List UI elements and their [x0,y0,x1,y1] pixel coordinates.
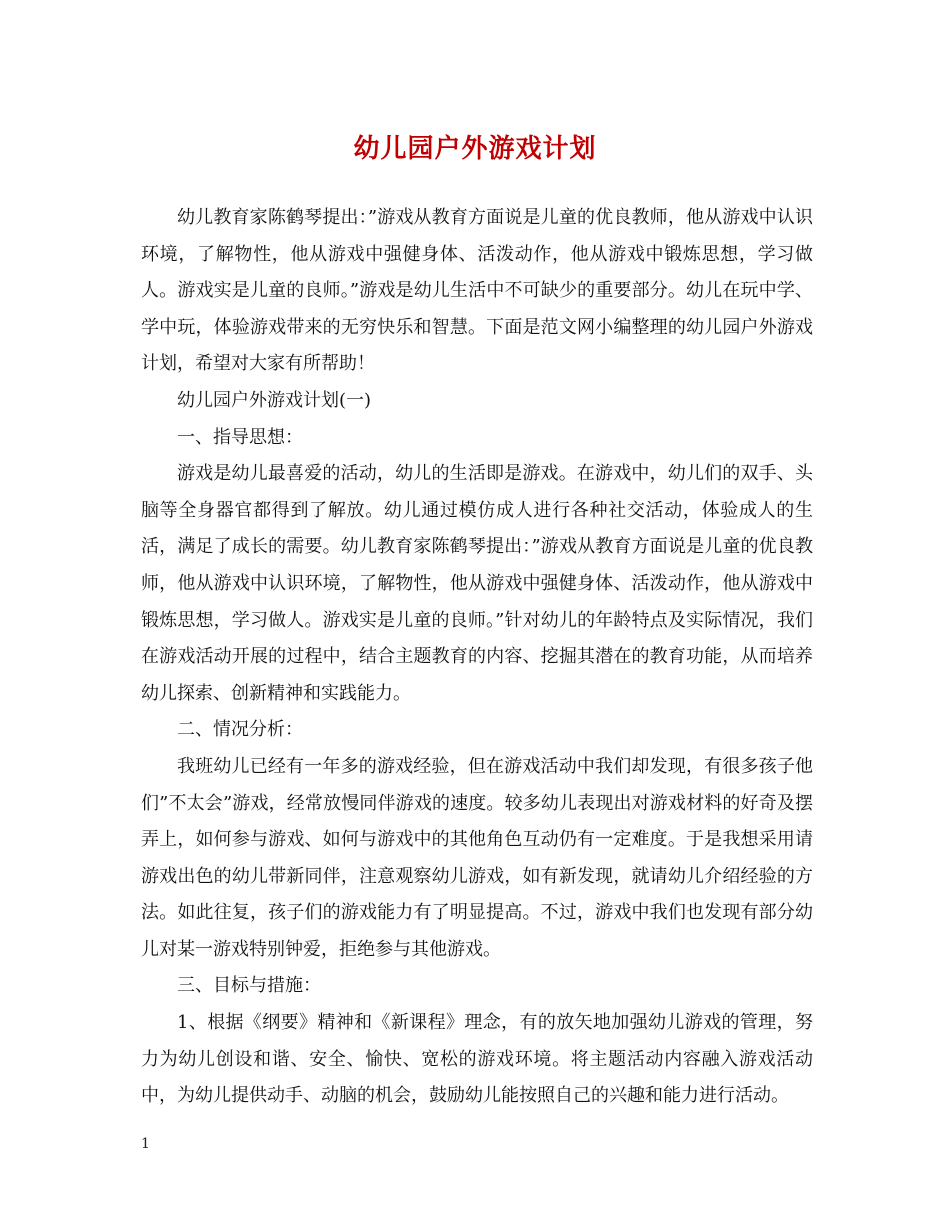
section-heading-goals-measures: 三、目标与措施： [177,975,321,997]
intro-paragraph: 幼儿教育家陈鹤琴提出：”游戏从教育方面说是儿童的优良教师，他从游戏中认识环境，了解物性，他从游戏中强健身体、活泼动作，他从游戏中锻炼思想，学习做人。游戏实是儿童的良师。”游戏是幼儿生活中不可缺少的重要部分。幼儿在玩中学、学中玩，体验游戏带来的无穷快乐和智慧。下面是范文网小编整理的幼儿园户外游戏计划，希望对大家有所帮助！ [141,207,813,375]
section-heading-guiding-ideas: 一、指导思想： [177,426,303,448]
section-heading-situation-analysis: 二、情况分析： [177,719,303,741]
document-title: 幼儿园户外游戏计划 [353,134,597,164]
plan-heading: 幼儿园户外游戏计划(一) [177,389,372,411]
page-number: 1 [141,1136,150,1152]
document-body [141,200,813,1115]
goals-measures-paragraph-1: 1、根据《纲要》精神和《新课程》理念，有的放矢地加强幼儿游戏的管理，努力为幼儿创设和谐、安全、愉快、宽松的游戏环境。将主题活动内容融入游戏活动中，为幼儿提供动手、动脑的机会，鼓励幼儿能按照自己的兴趣和能力进行活动。 [141,1012,813,1107]
guiding-ideas-paragraph: 游戏是幼儿最喜爱的活动，幼儿的生活即是游戏。在游戏中，幼儿们的双手、头脑等全身器官都得到了解放。幼儿通过模仿成人进行各种社交活动，体验成人的生活，满足了成长的需要。幼儿教育家陈鹤琴提出：”游戏从教育方面说是儿童的优良教师，他从游戏中认识环境，了解物性，他从游戏中强健身体、活泼动作，他从游戏中锻炼思想，学习做人。游戏实是儿童的良师。”针对幼儿的年龄特点及实际情况，我们在游戏活动开展的过程中，结合主题教育的内容、挖掘其潜在的教育功能，从而培养幼儿探索、创新精神和实践能力。 [141,463,813,704]
situation-analysis-paragraph: 我班幼儿已经有一年多的游戏经验，但在游戏活动中我们却发现，有很多孩子他们”不太会”游戏，经常放慢同伴游戏的速度。较多幼儿表现出对游戏材料的好奇及摆弄上，如何参与游戏、如何与游戏中的其他角色互动仍有一定难度。于是我想采用请游戏出色的幼儿带新同伴，注意观察幼儿游戏，如有新发现，就请幼儿介绍经验的方法。如此往复，孩子们的游戏能力有了明显提高。不过，游戏中我们也发现有部分幼儿对某一游戏特别钟爱，拒绝参与其他游戏。 [141,755,813,960]
